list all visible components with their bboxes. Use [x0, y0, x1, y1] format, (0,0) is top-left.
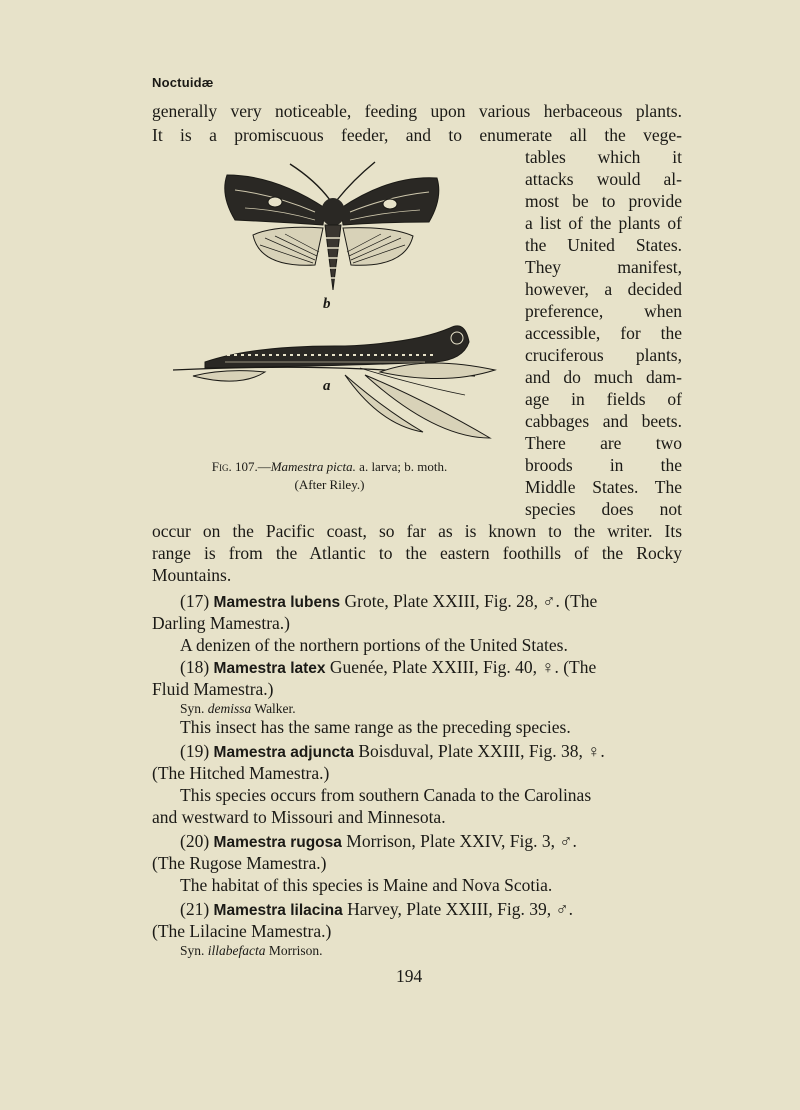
wrap-line: and do much dam- [525, 367, 682, 387]
caption-species: Mamestra picta. [270, 459, 356, 474]
after-wrap-line-3: Mountains. [152, 565, 232, 585]
entry-19-heading [180, 740, 605, 764]
species-name: Mamestra lubens [213, 594, 341, 611]
wrap-line: preference, when [525, 301, 682, 321]
synonym-label: Syn. [180, 943, 205, 958]
entry-20-heading [180, 830, 577, 854]
after-wrap-line-2: range is from the Atlantic to the eastern foothills of the Rocky [152, 543, 682, 563]
species-name: Mamestra adjuncta [213, 744, 354, 761]
wrap-line: the United States. [525, 235, 682, 255]
figure-label-b: b [323, 296, 331, 312]
entry-21-heading [180, 898, 573, 922]
figure-caption [152, 458, 507, 494]
entry-reference: Boisduval, Plate XXIII, Fig. 38, ♀. [358, 741, 605, 761]
entry-reference: Guenée, Plate XXIII, Fig. 40, ♀. (The [329, 657, 597, 677]
wrap-line: There are two [525, 433, 682, 453]
caption-line-2: (After Riley.) [294, 477, 365, 492]
caption-line-1 [152, 458, 507, 476]
entry-19-description-2: and westward to Missouri and Minnesota. [152, 807, 446, 827]
wrap-line: broods in the [525, 455, 682, 475]
wrap-line: a list of the plants of [525, 213, 682, 233]
caption-fig-label: Fig. [211, 459, 232, 474]
synonym-author: Morrison. [268, 943, 323, 958]
wrap-line: age in fields of [525, 389, 682, 409]
wrap-line: accessible, for the [525, 323, 682, 343]
entry-number: (19) [180, 741, 210, 761]
synonym-name: demissa [207, 701, 252, 716]
wrap-line: attacks would al- [525, 169, 682, 189]
wrap-line: species does not [525, 499, 682, 519]
after-wrap-line-1: occur on the Pacific coast, so far as is known to the writer. Its [152, 521, 682, 541]
wrap-line: cabbages and beets. [525, 411, 682, 431]
entry-21-common-name: (The Lilacine Mamestra.) [152, 921, 332, 941]
moth-larva-figure [165, 150, 510, 450]
moth-larva-illustration [165, 150, 510, 450]
synonym-label: Syn. [180, 701, 205, 716]
entry-18-heading [180, 656, 596, 680]
entry-17-description: A denizen of the northern portions of the United States. [180, 635, 568, 655]
species-name: Mamestra rugosa [213, 834, 342, 851]
wrap-line: however, a decided [525, 279, 682, 299]
wrap-line: cruciferous plants, [525, 345, 682, 365]
entry-number: (20) [180, 831, 210, 851]
entry-17-heading [180, 590, 597, 614]
species-name: Mamestra lilacina [213, 902, 343, 919]
entry-number: (18) [180, 657, 210, 677]
wrap-line: They manifest, [525, 257, 682, 277]
entry-reference: Morrison, Plate XXIV, Fig. 3, ♂. [346, 831, 577, 851]
entry-number: (21) [180, 899, 210, 919]
intro-line-2: It is a promiscuous feeder, and to enumerate all the vege- [152, 125, 682, 145]
entry-18-common-name: Fluid Mamestra.) [152, 679, 274, 699]
running-head: Noctuidæ [152, 75, 214, 90]
entry-19-common-name: (The Hitched Mamestra.) [152, 763, 330, 783]
entry-reference: Grote, Plate XXIII, Fig. 28, ♂. (The [344, 591, 598, 611]
entry-19-description-1: This species occurs from southern Canada to the Carolinas [180, 785, 592, 805]
page-number: 194 [396, 966, 423, 986]
synonym-name: illabefacta [207, 943, 266, 958]
species-name: Mamestra latex [213, 660, 326, 677]
wrap-line: tables which it [525, 147, 682, 167]
wrap-line: most be to provide [525, 191, 682, 211]
entry-21-synonym [180, 940, 323, 962]
synonym-author: Walker. [254, 701, 296, 716]
entry-number: (17) [180, 591, 210, 611]
entry-20-description: The habitat of this species is Maine and Nova Scotia. [180, 875, 553, 895]
entry-17-common-name: Darling Mamestra.) [152, 613, 291, 633]
entry-20-common-name: (The Rugose Mamestra.) [152, 853, 327, 873]
caption-fig-number: 107.— [234, 459, 271, 474]
intro-line-1: generally very noticeable, feeding upon various herbaceous plants. [152, 101, 682, 121]
caption-rest: a. larva; b. moth. [359, 459, 448, 474]
figure-label-a: a [323, 378, 331, 394]
entry-18-description: This insect has the same range as the preceding species. [180, 717, 571, 737]
wrap-line: Middle States. The [525, 477, 682, 497]
entry-reference: Harvey, Plate XXIII, Fig. 39, ♂. [347, 899, 573, 919]
